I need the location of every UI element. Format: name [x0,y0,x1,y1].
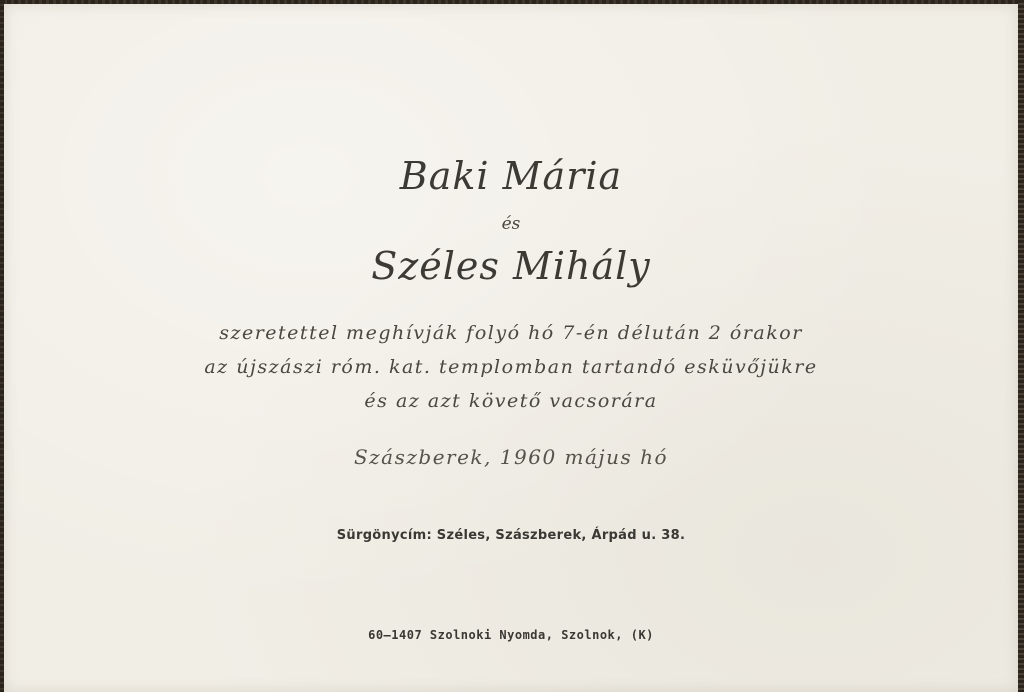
invitation-text-line-1: szeretettel meghívják folyó hó 7-én délután 2 órakor [219,322,803,344]
printer-imprint: 60—1407 Szolnoki Nyomda, Szolnok, (K) [368,628,654,642]
groom-name: Széles Mihály [371,244,651,288]
telegram-address: Sürgönycím: Széles, Szászberek, Árpád u. 38. [336,528,686,543]
invitation-card [4,4,1018,692]
invitation-text-line-3: és az azt követő vacsorára [364,390,658,412]
bride-name: Baki Mária [399,154,623,198]
conjunction-text: és [501,214,521,234]
place-and-date: Szászberek, 1960 május hó [353,445,669,469]
card-edge-right [1018,0,1024,692]
invitation-text-line-2: az újszászi róm. kat. templomban tartandó esküvőjükre [204,356,818,378]
